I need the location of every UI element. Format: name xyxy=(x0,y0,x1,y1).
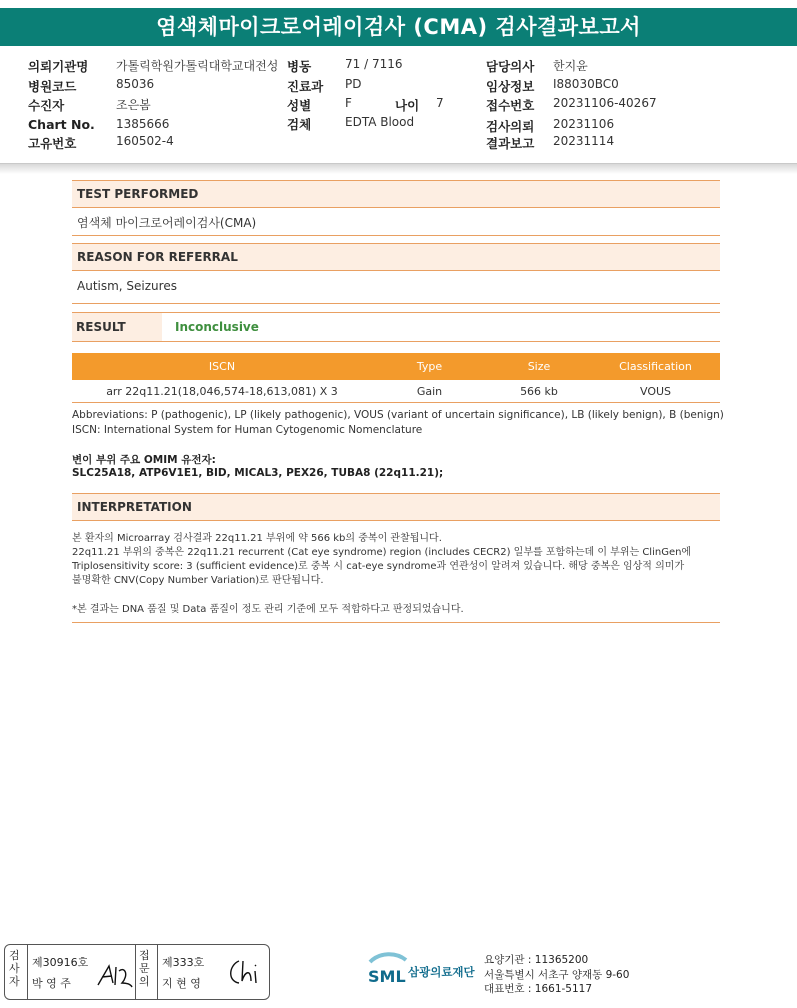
section-heading: TEST PERFORMED xyxy=(77,187,199,201)
header-label-patient: 수진자 xyxy=(28,98,65,113)
reason-text: Autism, Seizures xyxy=(77,279,177,293)
header-label-unique-no: 고유번호 xyxy=(28,136,77,151)
header-value-accession-no: 20231106-40267 xyxy=(553,96,657,110)
cell-type: Gain xyxy=(372,380,487,403)
section-reason-for-referral xyxy=(72,243,720,271)
header-value-report-date: 20231114 xyxy=(553,134,615,148)
header-value-age: 7 xyxy=(436,96,444,110)
header-label-report-date: 결과보고 xyxy=(486,136,535,151)
divider xyxy=(135,945,136,999)
column-header-iscn: ISCN xyxy=(72,353,372,380)
confirmer-license-no: 제333호 xyxy=(162,956,205,969)
cell-classification: VOUS xyxy=(591,380,720,403)
interpretation-line: 22q11.21 부위의 중복은 22q11.21 recurrent (Cat eye syndrome) region (includes CECR2) 일부를 포함하는데 이 부위는 ClinGen에 xyxy=(72,547,692,558)
confirmer-signature-icon xyxy=(225,957,263,987)
header-label-institution: 의뢰기관명 xyxy=(28,59,89,74)
header-value-institution: 가톨릭학원가톨릭대학교대전성 xyxy=(116,59,279,73)
cell-size: 566 kb xyxy=(487,380,591,403)
header-label-ward: 병동 xyxy=(287,59,312,74)
cnv-table xyxy=(72,353,720,403)
result-label: RESULT xyxy=(76,320,126,334)
section-rule xyxy=(72,622,720,623)
header-value-department: PD xyxy=(345,77,362,91)
header-label-request-date: 검사의뢰 xyxy=(486,119,535,134)
confirmer-name: 지 현 영 xyxy=(162,977,201,990)
examiner-name: 박 영 주 xyxy=(32,977,71,990)
omim-genes: SLC25A18, ATP6V1E1, BID, MICAL3, PEX26, TUBA8 (22q11.21); xyxy=(72,467,444,479)
iscn-definition-line: ISCN: International System for Human Cytogenomic Nomenclature xyxy=(72,424,423,436)
header-value-ward: 71 / 7116 xyxy=(345,57,403,71)
sml-logo-icon xyxy=(366,952,410,992)
quality-note: *본 결과는 DNA 품질 및 Data 품질이 정도 관리 기준에 모두 적합하다고 판정되었습니다. xyxy=(72,604,464,615)
institution-code: 요양기관 : 11365200 xyxy=(484,954,589,966)
header-value-clinical-info: I88030BC0 xyxy=(553,77,619,91)
column-header-size: Size xyxy=(487,353,591,380)
svg-text:SML: SML xyxy=(368,967,406,986)
section-rule xyxy=(72,235,720,236)
confirm-label: 접 문 의 xyxy=(139,949,150,988)
divider xyxy=(157,945,158,999)
column-header-type: Type xyxy=(372,353,487,380)
result-value: Inconclusive xyxy=(175,320,259,334)
header-label-sex: 성별 xyxy=(287,98,312,113)
report-title: 염색체마이크로어레이검사 (CMA) 검사결과보고서 xyxy=(0,8,797,46)
table-row xyxy=(72,380,720,403)
interpretation-line: 본 환자의 Microarray 검사결과 22q11.21 부위에 약 566 kb의 중복이 관찰됩니다. xyxy=(72,533,442,544)
header-label-hospital-code: 병원코드 xyxy=(28,79,77,94)
section-rule xyxy=(72,303,720,304)
signature-box xyxy=(4,944,270,1000)
header-value-chart-no: 1385666 xyxy=(116,117,170,131)
header-label-chart-no: Chart No. xyxy=(28,117,95,132)
divider xyxy=(27,945,28,999)
header-value-unique-no: 160502-4 xyxy=(116,134,174,148)
examiner-license-no: 제30916호 xyxy=(32,956,89,969)
header-value-patient: 조은봄 xyxy=(116,98,151,112)
section-heading: REASON FOR REFERRAL xyxy=(77,250,238,264)
column-header-classification: Classification xyxy=(591,353,720,380)
examiner-label: 검 사 자 xyxy=(9,949,20,988)
header-value-hospital-code: 85036 xyxy=(116,77,155,91)
header-label-accession-no: 접수번호 xyxy=(486,98,535,113)
header-value-doctor: 한지윤 xyxy=(553,59,588,73)
header-label-specimen: 검체 xyxy=(287,117,312,132)
header-label-doctor: 담당의사 xyxy=(486,59,535,74)
result-label-cell xyxy=(72,313,162,341)
table-header-row xyxy=(72,353,720,380)
examiner-signature-icon xyxy=(95,963,133,989)
interpretation-line: 불명확한 CNV(Copy Number Variation)로 판단됩니다. xyxy=(72,575,324,586)
address: 서울특별시 서초구 양재동 9-60 xyxy=(484,969,630,981)
header-shadow xyxy=(0,164,797,174)
organization-name: 삼광의료재단 xyxy=(408,965,475,979)
header-label-department: 진료과 xyxy=(287,79,324,94)
abbreviations-line: Abbreviations: P (pathogenic), LP (likely pathogenic), VOUS (variant of uncertain significance), LB (likely benign), B (benign) xyxy=(72,409,724,421)
section-heading: INTERPRETATION xyxy=(77,500,192,514)
header-label-clinical-info: 임상정보 xyxy=(486,79,535,94)
interpretation-line: Triplosensitivity score: 3 (sufficient evidence)로 중복 시 cat-eye syndrome과 연관성이 알려져 있습니다. 해당 중복은 임상적 의미가 xyxy=(72,561,685,572)
result-box xyxy=(72,312,720,342)
header-value-sex: F xyxy=(345,96,352,110)
header-label-age: 나이 xyxy=(395,98,420,113)
header-value-request-date: 20231106 xyxy=(553,117,615,131)
test-performed-text: 염색체 마이크로어레이검사(CMA) xyxy=(77,216,257,230)
phone-number: 대표번호 : 1661-5117 xyxy=(484,983,593,995)
section-test-performed xyxy=(72,180,720,208)
cell-iscn: arr 22q11.21(18,046,574-18,613,081) X 3 xyxy=(72,380,372,403)
header-value-specimen: EDTA Blood xyxy=(345,115,415,129)
omim-title: 변이 부위 주요 OMIM 유전자: xyxy=(72,454,216,466)
section-interpretation xyxy=(72,493,720,521)
